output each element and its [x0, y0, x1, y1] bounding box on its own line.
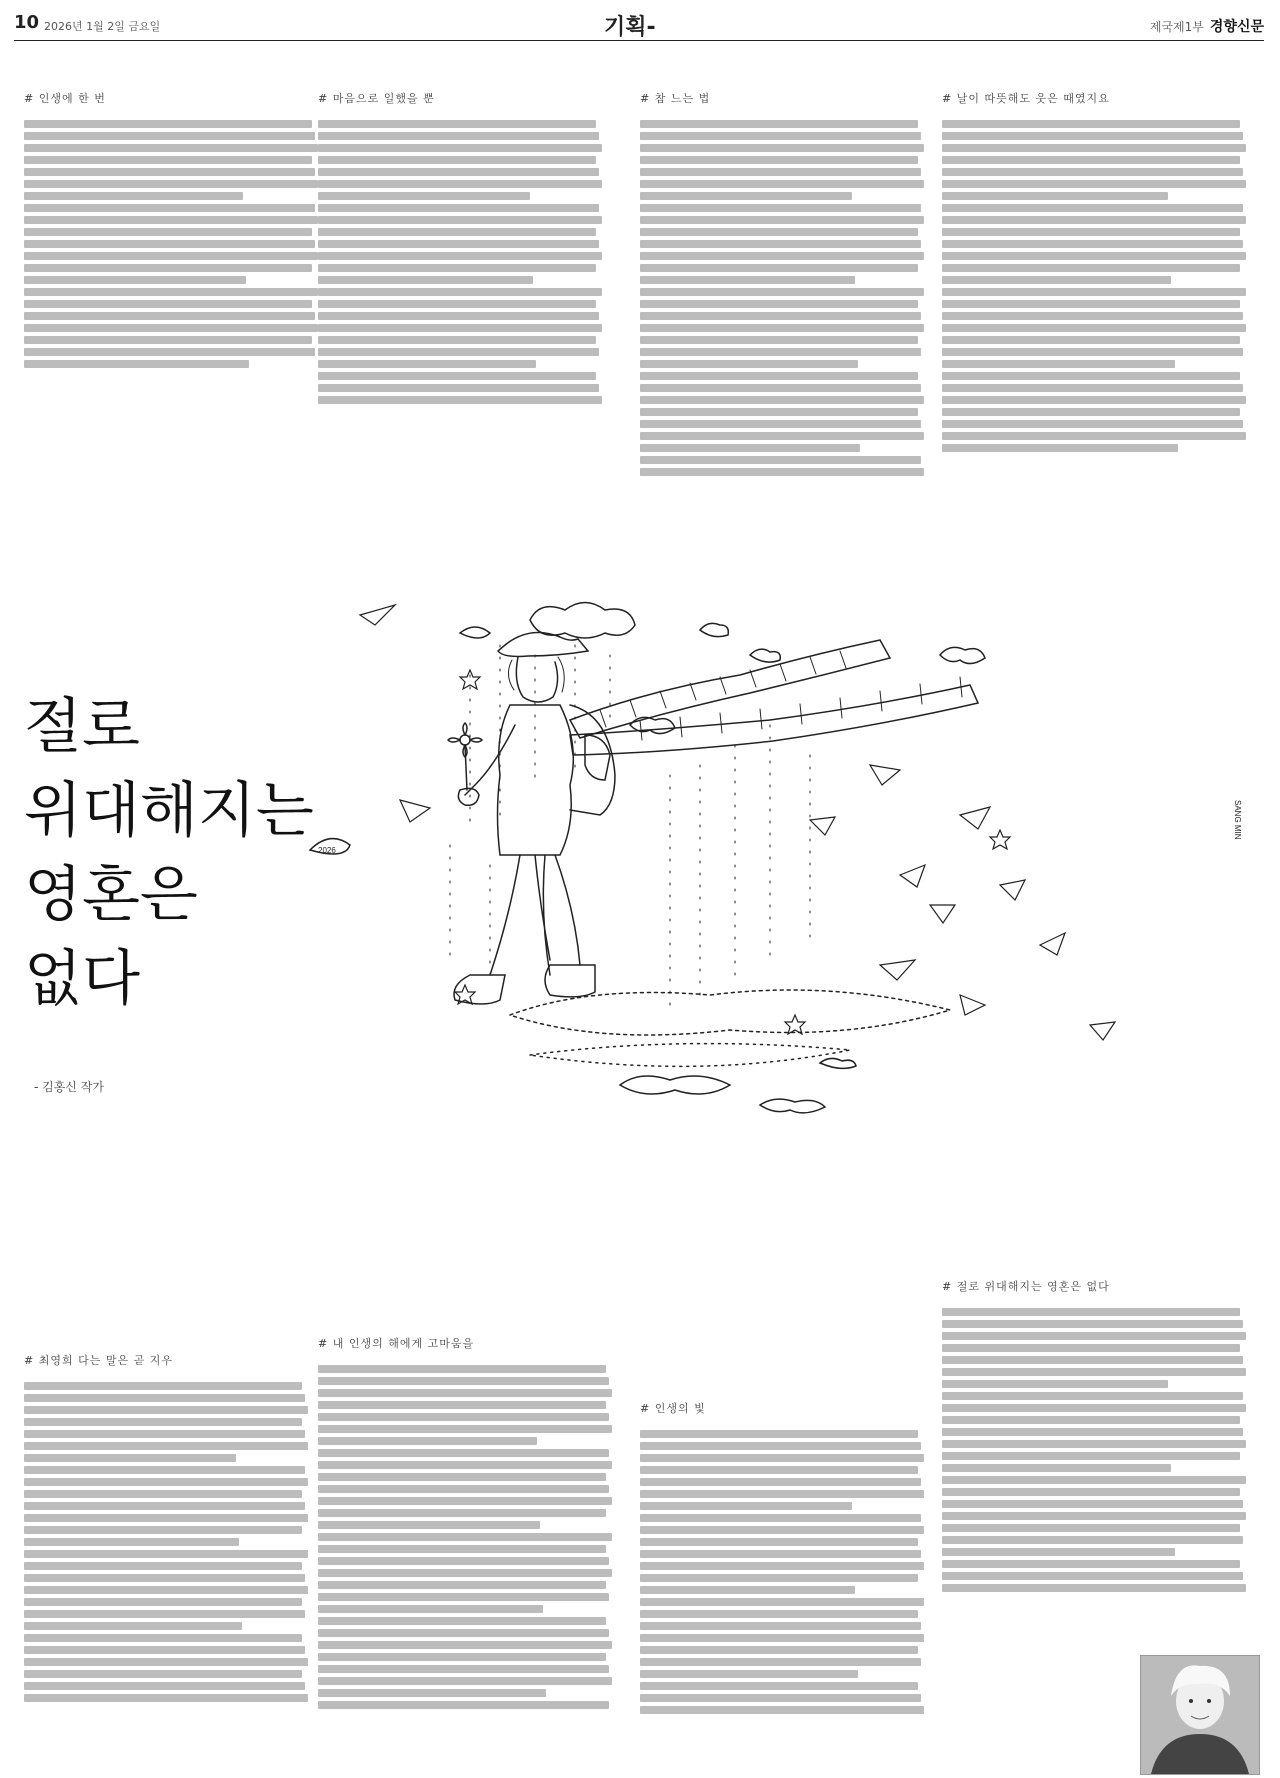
- text-line: [24, 240, 315, 248]
- text-line: [318, 288, 602, 296]
- text-line: [318, 156, 596, 164]
- text-line: [318, 1653, 606, 1661]
- text-line: [942, 396, 1246, 404]
- text-line: [640, 1550, 921, 1558]
- text-line: [318, 204, 599, 212]
- column-heading: # 인생에 한 번: [24, 92, 106, 105]
- text-line: [942, 1488, 1240, 1496]
- text-line: [942, 1356, 1243, 1364]
- article-column-6: [318, 1335, 618, 1775]
- text-line: [942, 192, 1168, 200]
- text-line: [24, 1574, 305, 1582]
- text-line: [640, 240, 921, 248]
- text-line: [640, 1610, 918, 1618]
- newspaper-brand: 제국제1부 경향신문: [1149, 19, 1264, 35]
- text-line: [24, 1598, 302, 1606]
- text-line: [318, 1365, 606, 1373]
- text-line: [318, 336, 596, 344]
- text-line: [24, 1634, 302, 1642]
- text-line: [640, 144, 924, 152]
- text-line: [318, 384, 599, 392]
- text-line: [24, 1658, 308, 1666]
- text-line: [318, 1389, 612, 1397]
- text-line: [318, 300, 596, 308]
- text-line: [640, 288, 924, 296]
- text-line: [640, 384, 921, 392]
- section-title: 기획-: [604, 15, 656, 40]
- text-line: [318, 1461, 612, 1469]
- text-line: [942, 384, 1243, 392]
- text-line: [318, 1413, 609, 1421]
- text-line: [24, 1586, 308, 1594]
- article-column-5: [24, 1352, 314, 1772]
- text-line: [318, 1377, 609, 1385]
- column-heading: # 날이 따뜻해도 웃은 때였지요: [942, 92, 1110, 105]
- text-line: [942, 252, 1246, 260]
- author-photo: [1140, 1655, 1260, 1775]
- text-line: [640, 1454, 924, 1462]
- text-line: [942, 312, 1243, 320]
- text-line: [640, 1646, 918, 1654]
- text-line: [942, 1416, 1240, 1424]
- text-line: [640, 1634, 924, 1642]
- text-line: [640, 456, 921, 464]
- text-line: [942, 1572, 1243, 1580]
- text-line: [640, 1658, 921, 1666]
- text-line: [24, 1466, 305, 1474]
- article-column-8: [942, 1278, 1252, 1653]
- text-line: [318, 1557, 609, 1565]
- text-line: [942, 1584, 1246, 1592]
- text-line: [640, 132, 921, 140]
- article-column-7: [640, 1400, 930, 1775]
- text-line: [24, 1538, 239, 1546]
- text-line: [318, 132, 599, 140]
- text-line: [942, 1512, 1246, 1520]
- text-line: [942, 132, 1243, 140]
- text-line: [318, 312, 599, 320]
- text-line: [24, 1406, 308, 1414]
- text-line: [640, 1466, 918, 1474]
- text-line: [24, 300, 312, 308]
- text-line: [318, 1425, 612, 1433]
- text-line: [640, 228, 918, 236]
- text-line: [24, 264, 312, 272]
- text-line: [318, 1629, 609, 1637]
- text-line: [640, 180, 924, 188]
- text-line: [24, 1490, 302, 1498]
- text-line: [640, 336, 918, 344]
- book-label: 2026: [318, 846, 336, 855]
- text-line: [24, 1442, 308, 1450]
- text-line: [318, 180, 602, 188]
- text-line: [318, 1473, 606, 1481]
- text-line: [640, 264, 918, 272]
- text-line: [318, 252, 602, 260]
- page-header: [14, 8, 1264, 41]
- text-line: [24, 1526, 302, 1534]
- text-line: [318, 1449, 609, 1457]
- text-line: [640, 1598, 924, 1606]
- headline: [24, 685, 314, 1021]
- text-line: [942, 120, 1240, 128]
- text-line: [640, 1562, 924, 1570]
- text-line: [318, 1509, 606, 1517]
- text-line: [24, 168, 315, 176]
- text-line: [24, 1694, 308, 1702]
- text-line: [318, 1689, 546, 1697]
- text-line: [942, 1428, 1243, 1436]
- text-line: [318, 240, 599, 248]
- text-line: [318, 372, 596, 380]
- text-line: [640, 276, 855, 284]
- text-line: [318, 1401, 606, 1409]
- text-line: [942, 1500, 1243, 1508]
- text-line: [640, 1478, 921, 1486]
- text-line: [942, 1524, 1240, 1532]
- text-line: [318, 168, 599, 176]
- text-line: [24, 1394, 305, 1402]
- text-line: [318, 1593, 609, 1601]
- headline-line: 위대해지는: [24, 776, 314, 846]
- text-line: [24, 192, 243, 200]
- text-line: [640, 156, 918, 164]
- text-line: [942, 1560, 1240, 1568]
- text-line: [640, 204, 921, 212]
- byline: - 김홍신 작가: [34, 1080, 104, 1094]
- text-line: [318, 1665, 609, 1673]
- text-line: [640, 1682, 918, 1690]
- text-line: [24, 288, 318, 296]
- text-line: [942, 276, 1171, 284]
- text-line: [24, 324, 318, 332]
- column-heading: # 최영희 다는 말은 곧 지우: [24, 1354, 173, 1367]
- text-line: [942, 360, 1175, 368]
- text-line: [24, 1610, 305, 1618]
- text-line: [942, 240, 1243, 248]
- text-line: [942, 288, 1246, 296]
- headline-line: 절로: [24, 692, 140, 762]
- text-line: [24, 228, 312, 236]
- text-line: [318, 1677, 612, 1685]
- text-line: [640, 312, 921, 320]
- text-line: [24, 1550, 308, 1558]
- text-line: [942, 1308, 1240, 1316]
- text-line: [942, 444, 1178, 452]
- publication-date: 2026년 1월 2일 금요일: [44, 20, 161, 33]
- text-line: [640, 420, 921, 428]
- text-line: [942, 432, 1246, 440]
- text-line: [640, 1574, 918, 1582]
- headline-line: 영혼은: [24, 860, 198, 930]
- column-heading: # 내 인생의 해에게 고마움을: [318, 1337, 475, 1350]
- text-line: [942, 1536, 1243, 1544]
- text-line: [24, 1430, 305, 1438]
- text-line: [640, 300, 918, 308]
- text-line: [942, 420, 1243, 428]
- text-line: [24, 156, 312, 164]
- text-line: [942, 1464, 1171, 1472]
- text-line: [318, 1605, 543, 1613]
- text-line: [942, 264, 1240, 272]
- text-line: [640, 1514, 921, 1522]
- text-line: [318, 1581, 606, 1589]
- text-line: [942, 144, 1246, 152]
- text-line: [640, 1538, 918, 1546]
- text-line: [640, 348, 921, 356]
- text-line: [24, 216, 318, 224]
- text-line: [24, 180, 318, 188]
- text-line: [640, 252, 924, 260]
- text-line: [318, 276, 533, 284]
- text-line: [318, 1617, 606, 1625]
- text-line: [942, 408, 1240, 416]
- text-line: [318, 1545, 606, 1553]
- text-line: [640, 408, 918, 416]
- text-line: [942, 1368, 1246, 1376]
- text-line: [318, 264, 596, 272]
- text-line: [640, 1670, 858, 1678]
- text-line: [318, 324, 602, 332]
- text-line: [640, 396, 924, 404]
- text-line: [24, 1454, 236, 1462]
- article-column-4: [942, 90, 1252, 530]
- text-line: [318, 1497, 612, 1505]
- text-line: [318, 360, 536, 368]
- text-line: [640, 1526, 924, 1534]
- column-heading: # 절로 위대해지는 영혼은 없다: [942, 1280, 1110, 1293]
- text-line: [942, 348, 1243, 356]
- text-line: [318, 216, 602, 224]
- text-line: [640, 372, 918, 380]
- text-line: [942, 180, 1246, 188]
- text-line: [24, 336, 312, 344]
- text-line: [942, 324, 1246, 332]
- text-line: [24, 348, 315, 356]
- text-line: [640, 324, 924, 332]
- text-line: [318, 348, 599, 356]
- text-line: [24, 1382, 302, 1390]
- text-line: [942, 1332, 1246, 1340]
- text-line: [24, 276, 246, 284]
- text-line: [942, 204, 1243, 212]
- text-line: [942, 1320, 1243, 1328]
- text-line: [942, 228, 1240, 236]
- text-line: [318, 120, 596, 128]
- text-line: [318, 1701, 609, 1709]
- text-line: [640, 468, 924, 476]
- text-line: [24, 312, 315, 320]
- text-line: [942, 1548, 1175, 1556]
- column-heading: # 마음으로 일했을 뿐: [318, 92, 435, 105]
- text-line: [942, 216, 1246, 224]
- column-heading: # 참 느는 법: [640, 92, 711, 105]
- text-line: [318, 228, 596, 236]
- text-line: [942, 1344, 1240, 1352]
- text-line: [318, 1437, 537, 1445]
- text-line: [942, 1392, 1243, 1400]
- text-line: [640, 1430, 918, 1438]
- text-line: [640, 1694, 921, 1702]
- article-column-3: [640, 90, 930, 560]
- text-line: [318, 1641, 612, 1649]
- text-line: [318, 192, 530, 200]
- text-line: [24, 1418, 302, 1426]
- text-line: [24, 252, 318, 260]
- headline-line: 없다: [24, 944, 140, 1014]
- text-line: [640, 1490, 924, 1498]
- text-line: [24, 1478, 308, 1486]
- text-line: [24, 204, 315, 212]
- text-line: [640, 432, 924, 440]
- text-line: [640, 360, 858, 368]
- text-line: [640, 444, 860, 452]
- text-line: [24, 132, 315, 140]
- text-line: [24, 1622, 242, 1630]
- text-line: [942, 1440, 1246, 1448]
- article-column-1: [24, 90, 324, 430]
- text-line: [942, 156, 1240, 164]
- text-line: [942, 1476, 1246, 1484]
- text-line: [942, 336, 1240, 344]
- text-line: [318, 396, 602, 404]
- text-line: [24, 1514, 308, 1522]
- text-line: [318, 1533, 612, 1541]
- text-line: [942, 1380, 1168, 1388]
- text-line: [318, 1521, 540, 1529]
- text-line: [640, 1586, 855, 1594]
- text-line: [942, 372, 1240, 380]
- text-line: [640, 120, 918, 128]
- text-line: [942, 1404, 1246, 1412]
- text-line: [318, 144, 602, 152]
- page-number: 10: [14, 12, 40, 33]
- text-line: [640, 216, 924, 224]
- text-line: [640, 1622, 921, 1630]
- text-line: [24, 360, 249, 368]
- column-heading: # 인생의 빛: [640, 1402, 706, 1415]
- text-line: [24, 1682, 305, 1690]
- text-line: [640, 1502, 852, 1510]
- text-line: [942, 1452, 1240, 1460]
- text-line: [942, 168, 1243, 176]
- walking-person-illustration: [318, 585, 1275, 1230]
- text-line: [318, 1485, 609, 1493]
- text-line: [24, 144, 318, 152]
- article-column-2: [318, 90, 608, 470]
- text-line: [24, 1562, 302, 1570]
- text-line: [942, 300, 1240, 308]
- text-line: [640, 1706, 924, 1714]
- text-line: [640, 1442, 921, 1450]
- text-line: [318, 1569, 612, 1577]
- text-line: [24, 1646, 305, 1654]
- text-line: [24, 1670, 302, 1678]
- text-line: [24, 120, 312, 128]
- artist-signature: SANG MIN: [1233, 800, 1242, 840]
- text-line: [24, 1502, 305, 1510]
- text-line: [640, 192, 852, 200]
- text-line: [640, 168, 921, 176]
